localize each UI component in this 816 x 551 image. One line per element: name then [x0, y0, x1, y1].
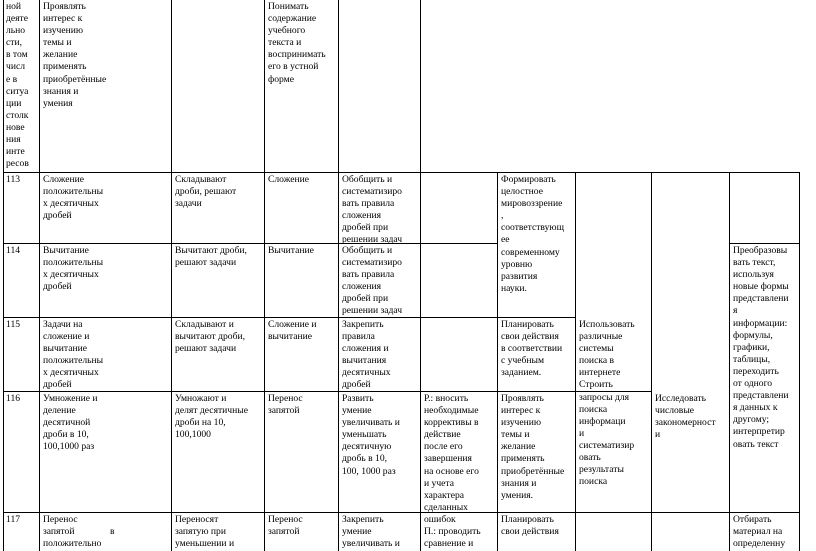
row-116-activity: Умножают и делят десятичные дроби на 10, 100,1000 — [175, 393, 248, 441]
row-116-term: Перенос запятой — [268, 393, 303, 417]
grid-line — [651, 172, 652, 551]
internet-search-text: Использовать различные системы поиска в интернете Строить запросы для поиска информаци и систематизир овать результаты поиска — [579, 319, 635, 488]
row-116-topic: Умножение и деление десятичной дроби в 10, 100,1000 раз — [43, 393, 98, 453]
row-116-number: 116 — [6, 393, 21, 404]
row-117-goal: Закрепить умение увеличивать и — [342, 514, 400, 550]
worldview-text: Формировать целостное мировоззрение , соответствующ ее современному уровню развития науки. — [501, 174, 564, 294]
row-117-topic-line2: запятой — [43, 526, 75, 537]
row-117-term: Перенос запятой — [268, 514, 303, 538]
grid-line — [3, 317, 498, 318]
interest-text: Проявлять интерес к изучению темы и желание применять приобретённые знания и умения. — [501, 393, 565, 501]
grid-line — [729, 172, 730, 551]
row-113-topic: Сложение положительны х десятичных дробей — [43, 174, 104, 222]
grid-line — [338, 0, 339, 551]
grid-line — [575, 172, 576, 551]
grid-line — [171, 0, 172, 551]
grid-line — [497, 172, 498, 551]
row-114-term: Вычитание — [268, 245, 314, 256]
grid-line — [420, 0, 421, 551]
grid-line — [3, 512, 800, 513]
row-115-goal: Закрепить правила сложения и вычитания десятичных дробей — [342, 319, 391, 391]
row-117-personal: Планировать свои действия — [501, 514, 559, 538]
row-113-goal: Обобщить и систематизиро вать правила сложения дробей при решении задач — [342, 174, 403, 246]
plan-text: Планировать свои действия в соответствии с учебным заданием. — [501, 319, 563, 379]
grid-line — [3, 0, 4, 551]
row-116-goal: Развить умение увеличивать и уменьшать десятичную дробь в 10, 100, 1000 раз — [342, 393, 400, 477]
grid-line — [3, 172, 800, 173]
top-col1-text: ной деяте льно сти, в том числ е в ситуа ции столк нове ния инте ресов — [6, 1, 29, 170]
row-117-topic-line3: положительно — [43, 538, 102, 549]
grid-line — [39, 0, 40, 551]
row-115-term: Сложение и вычитание — [268, 319, 317, 343]
row-117-col10: Отбирать материал на определенну — [733, 514, 786, 550]
row-117-topic-line2-end: в — [110, 526, 115, 537]
row-117-topic-line1: Перенос — [43, 514, 78, 525]
top-col2-text: Проявлять интерес к изучению темы и желание применять приобретённые знания и умения — [43, 1, 107, 109]
row-113-number: 113 — [6, 174, 21, 185]
row-114-goal: Обобщить и систематизиро вать правила сложения дробей при решении задач — [342, 245, 403, 317]
row-113-term: Сложение — [268, 174, 310, 185]
row-117-activity: Переносят запятую при уменьшении и — [175, 514, 235, 550]
transform-text: Преобразовы вать текст, используя новые формы представлени я информации: формулы, графики, таблицы, переходить от одного представлени я данных к другому; интерпретир овать текст — [733, 245, 789, 450]
grid-line — [264, 0, 265, 551]
row-113-activity: Складывают дроби, решают задачи — [175, 174, 237, 210]
grid-line — [497, 317, 576, 318]
row-115-activity: Складывают и вычитают дроби, решают задачи — [175, 319, 246, 355]
top-col4-text: Понимать содержание учебного текста и воспринимать его в устной форме — [268, 1, 326, 85]
row-114-activity: Вычитают дроби, решают задачи — [175, 245, 247, 269]
row-114-number: 114 — [6, 245, 21, 256]
row-117-number: 117 — [6, 514, 21, 525]
grid-line — [729, 243, 800, 244]
row-114-topic: Вычитание положительны х десятичных дробей — [43, 245, 104, 293]
row-115-topic: Задачи на сложение и вычитание положительны х десятичных дробей — [43, 319, 104, 391]
grid-line — [799, 172, 800, 551]
research-text: Исследовать числовые закономерност и — [655, 393, 716, 441]
row-116-regulative: Р.: вносить необходимые коррективы в действие после его завершения на основе его и учета характера сделанных ошибок П.: проводить сравнение и — [424, 393, 481, 550]
row-115-number: 115 — [6, 319, 21, 330]
grid-line — [3, 243, 498, 244]
